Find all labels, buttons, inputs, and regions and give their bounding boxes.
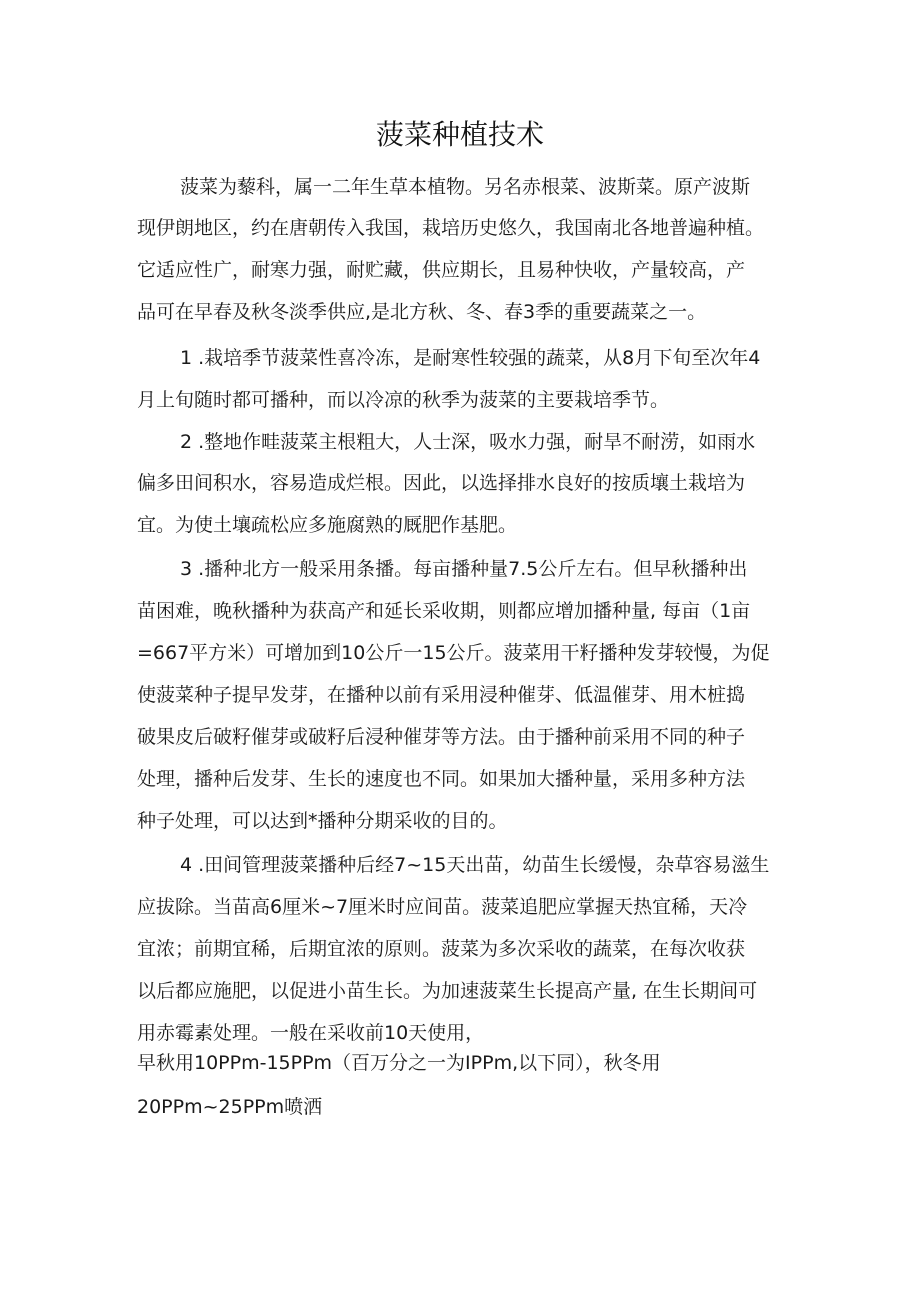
text-line: 偏多田间积水，容易造成烂根。因此，以选择排水良好的按质壤土栽培为 [137, 472, 746, 494]
text-line: 1 .栽培季节菠菜性喜冷冻，是耐寒性较强的蔬菜，从8月下旬至次年4 [180, 347, 761, 369]
text-line: 破果皮后破籽催芽或破籽后浸种催芽等方法。由于播种前采用不同的种子 [137, 726, 746, 748]
text-line: 品可在早春及秋冬淡季供应,是北方秋、冬、春3季的重要蔬菜之一。 [137, 301, 707, 323]
text-line: 用赤霉素处理。一般在采收前10天使用， [137, 1022, 485, 1044]
text-line: 苗困难，晚秋播种为获高产和延长采收期，则都应增加播种量, 每亩（1亩 [137, 600, 751, 622]
text-line: 处理，播种后发芽、生长的速度也不同。如果加大播种量，采用多种方法 [137, 768, 746, 790]
text-line: 现伊朗地区，约在唐朝传入我国，栽培历史悠久，我国南北各地普遍种植。 [137, 217, 765, 239]
text-line: 20PPm~25PPm喷洒 [137, 1096, 323, 1118]
text-line: 它适应性广，耐寒力强，耐贮藏，供应期长，且易种快收，产量较高，产 [137, 259, 746, 281]
text-line: 以后都应施肥，以促进小苗生长。为加速菠菜生长提高产量, 在生长期间可 [137, 980, 758, 1002]
text-line: 应拔除。当苗高6厘米~7厘米时应间苗。菠菜追肥应掌握天热宜稀，天冷 [137, 896, 748, 918]
text-line: 宜。为使土壤疏松应多施腐熟的厩肥作基肥。 [137, 514, 518, 536]
text-line: 早秋用10PPm-15PPm（百万分之一为IPPm,以下同），秋冬用 [137, 1052, 661, 1074]
text-line: 3 .播种北方一般采用条播。每亩播种量7.5公斤左右。但早秋播种出 [180, 558, 748, 580]
text-line: =667平方米）可增加到10公斤一15公斤。菠菜用干籽播种发芽较慢，为促 [137, 642, 770, 664]
text-line: 2 .整地作畦菠菜主根粗大，人士深，吸水力强，耐旱不耐涝，如雨水 [180, 431, 756, 453]
text-line: 月上旬随时都可播种，而以冷凉的秋季为菠菜的主要栽培季节。 [137, 389, 670, 411]
text-line: 4 .田间管理菠菜播种后经7~15天出苗，幼苗生长缓慢，杂草容易滋生 [180, 854, 770, 876]
text-line: 使菠菜种子提早发芽，在播种以前有采用浸种催芽、低温催芽、用木桩捣 [137, 684, 746, 706]
text-line: 菠菜为藜科，属一二年生草本植物。另名赤根菜、波斯菜。原产波斯 [180, 176, 751, 198]
text-line: 宜浓；前期宜稀，后期宜浓的原则。菠菜为多次采收的蔬菜，在每次收获 [137, 938, 746, 960]
document-title: 菠菜种植技术 [375, 118, 544, 151]
text-line: 种子处理，可以达到*播种分期采收的目的。 [137, 810, 508, 832]
